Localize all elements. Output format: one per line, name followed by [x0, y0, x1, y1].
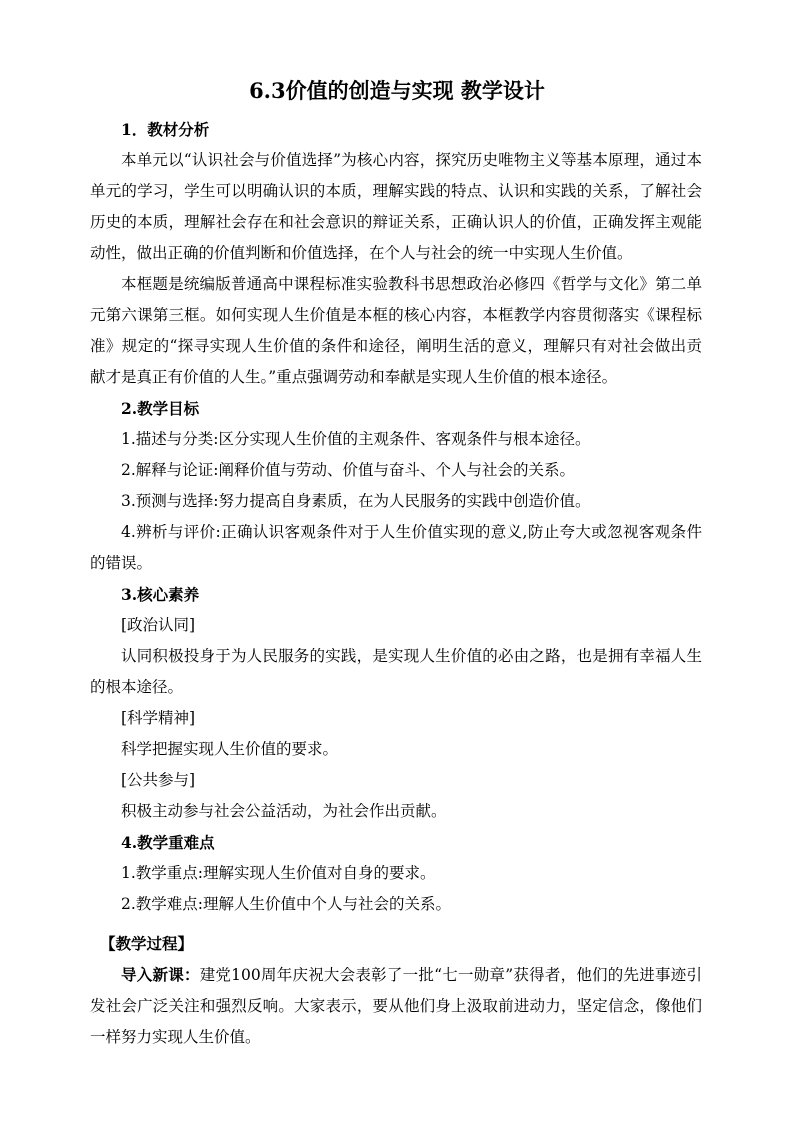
section-heading-teaching-process: 【教学过程】 [100, 934, 194, 953]
list-item-key-point: 1.教学重点:理解实现人生价值对自身的要求。 [121, 864, 436, 882]
list-item-difficult-point: 2.教学难点:理解人生价值中个人与社会的关系。 [121, 895, 452, 913]
section-heading-teaching-goals: 2.教学目标 [121, 399, 200, 418]
literacy-text: 积极主动参与社会公益活动，为社会作出贡献。 [121, 802, 447, 820]
literacy-label: [科学精神] [121, 709, 196, 727]
document-body [90, 114, 702, 1053]
literacy-label: [公共参与] [121, 771, 196, 789]
section-heading-key-difficult-points: 4.教学重难点 [121, 833, 215, 852]
section-heading-textbook-analysis: 1．教材分析 [121, 120, 210, 139]
literacy-label: [政治认同] [121, 616, 196, 634]
literacy-text: 科学把握实现人生价值的要求。 [121, 740, 339, 758]
section-heading-core-literacy: 3.核心素养 [121, 585, 200, 604]
page-title: 6.3价值的创造与实现 教学设计 [249, 78, 545, 103]
list-item-goal: 1.描述与分类:区分实现人生价值的主观条件、客观条件与根本途径。 [121, 430, 591, 448]
list-item-goal: 3.预测与选择:努力提高自身素质，在为人民服务的实践中创造价值。 [121, 492, 591, 510]
paragraph-unit-overview: 本单元以“认识社会与价值选择”为核心内容，探究历史唯物主义等基本原理，通过本单元的学习，学生可以明确认识的本质，理解实践的特点、认识和实践的关系，了解社会历史的本质，理解社会存在和社会意识的辩证关系，正确认识人的价值，正确发挥主观能动性，做出正确的价值判断和价值选择，在个人与社会的统一中实现人生价值。 [90, 151, 702, 262]
lesson-intro-text: 建党100周年庆祝大会表彰了一批“七一勋章”获得者，他们的先进事迹引发社会广泛关注和强烈反响。大家表示，要从他们身上汲取前进动力，坚定信念，像他们一样努力实现人生价值。 [90, 966, 702, 1046]
list-item-goal: 2.解释与论证:阐释价值与劳动、价值与奋斗、个人与社会的关系。 [121, 461, 576, 479]
lesson-intro-label: 导入新课： [121, 965, 200, 984]
list-item-goal: 4.辨析与评价:正确认识客观条件对于人生价值实现的意义,防止夸大或忽视客观条件的错误。 [90, 523, 702, 572]
paragraph-lesson-intro [90, 959, 702, 1053]
paragraph-lesson-overview: 本框题是统编版普通高中课程标准实验教科书思想政治必修四《哲学与文化》第二单元第六课第三框。如何实现人生价值是本框的核心内容，本框教学内容贯彻落实《课程标准》规定的“探寻实现人生价值的条件和途径，阐明生活的意义，理解只有对社会做出贡献才是真正有价值的人生。”重点强调劳动和奉献是实现人生价值的根本途径。 [90, 275, 702, 386]
literacy-text: 认同积极投身于为人民服务的实践，是实现人生价值的必由之路，也是拥有幸福人生的根本途径。 [90, 647, 702, 696]
